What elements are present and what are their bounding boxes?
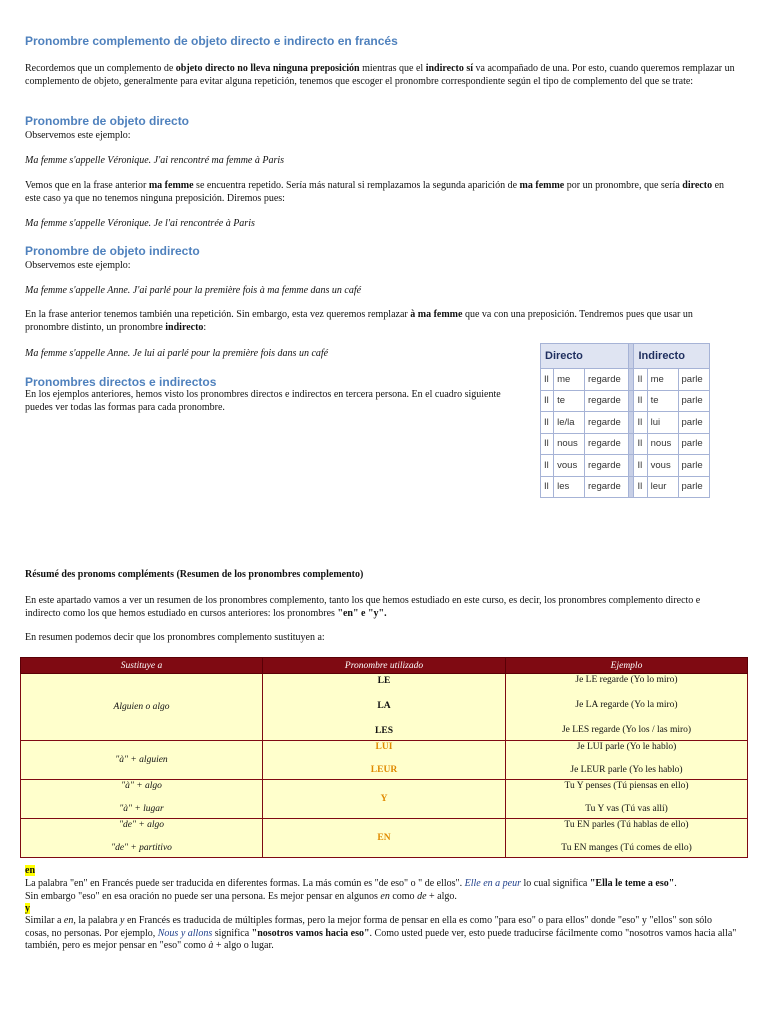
pronoun-forms-table [540,343,710,498]
directo-example: Ma femme s'appelle Véronique. J'ai rencontré ma femme à Paris [25,155,285,166]
en-paragraph: La palabra "en" en Francés puede ser traducida en diferentes formas. La más común es "de eso" o " de ellos". Elle en a peur lo cual significa "Ella le teme a eso". Sin embargo "eso" en esa oración no puede ser una persona. Es mejor pensar en algunos en como de + algo. [25,878,677,902]
intro-paragraph: Recordemos que un complemento de objeto directo no lleva ninguna preposición mientras que el indirecto sí va acompañado de una. Por esto, cuando queremos remplazar un complemento de objeto, generalmente para evitar alguna repetición, tenemos que escoger el pronombre correspondiente según el tipo de complemento del que se trate: [25,63,735,87]
table-row: Il nous regarde Il nous parle [541,433,710,455]
cell-ejemplo: Tu Y penses (Tú piensas en ello) Tu Y vas (Tú vas allí) [506,780,748,819]
heading-directo: Pronombre de objeto directo [25,114,190,128]
cell-pronombre: LUI LEUR [263,741,506,780]
col-header-pronombre: Pronombre utilizado [263,658,506,674]
table-row [21,741,748,780]
table-row: Il les regarde Il leur parle [541,476,710,498]
directo-result: Ma femme s'appelle Véronique. Je l'ai rencontrée à Paris [25,218,255,229]
indirecto-observe: Observemos este ejemplo: [25,260,131,271]
directos-indirectos-text: En los ejemplos anteriores, hemos visto los pronombres directos e indirectos en tercera persona. En el cuadro siguiente puedes ver todas las formas para cada pronombre. [25,389,501,413]
cell-sustituye: "à" + algo "à" + lugar [21,780,263,819]
cell-sustituye: "à" + alguien [21,741,263,780]
cell-sustituye: "de" + algo "de" + partitivo [21,819,263,858]
y-label: y [25,903,30,914]
table-row [21,819,748,858]
resume-heading: Résumé des pronoms compléments (Resumen de los pronombres complemento) [25,569,364,580]
indirecto-result: Ma femme s'appelle Anne. Je lui ai parlé pour la première fois dans un café [25,348,329,359]
table-row: Il vous regarde Il vous parle [541,455,710,477]
page-title: Pronombre complemento de objeto directo e indirecto en francés [25,34,398,48]
col-header-sustituye: Sustituye a [21,658,263,674]
resume-paragraph: En este apartado vamos a ver un resumen de los pronombres complemento, tanto los que hemos estudiado en este curso, es decir, los pronombres complemento directo e indirecto como los que hemos estudiado en cursos anteriores: los pronombres "en" e "y". [25,595,701,619]
resume-summary: En resumen podemos decir que los pronombres complemento sustituyen a: [25,632,325,643]
col-header-ejemplo: Ejemplo [506,658,748,674]
summary-table [20,657,748,858]
table-header-indirecto: Indirecto [634,344,710,369]
indirecto-example: Ma femme s'appelle Anne. J'ai parlé pour la première fois à ma femme dans un café [25,285,362,296]
y-paragraph: Similar a en, la palabra y en Francés es traducida de múltiples formas, pero la mejor forma de pensar en ella es como "para eso" o para ellos" donde "eso" y "ellos" son sólo cosas, no personas. Por ejemplo, Nous y allons significa "nosotros vamos hacia eso". Como usted puede ver, esto puede traducirse fácilmente como "nosotros vamos hacia alla" también, pero es mejor pensar en "eso" como à + algo o lugar. [25,915,737,951]
cell-pronombre: Y [263,780,506,819]
heading-directos-indirectos: Pronombres directos e indirectos [25,375,217,389]
directo-observe: Observemos este ejemplo: [25,130,131,141]
table-row: Il te regarde Il te parle [541,390,710,412]
cell-ejemplo: Je LUI parle (Yo le hablo) Je LEUR parle (Yo les hablo) [506,741,748,780]
heading-indirecto: Pronombre de objeto indirecto [25,244,200,258]
en-label: en [25,865,35,876]
table-row: Il le/la regarde Il lui parle [541,412,710,434]
indirecto-explanation: En la frase anterior tenemos también una repetición. Sin embargo, esta vez queremos remplazar à ma femme que va con una preposición. Tendremos pues que usar un pronombre distinto, un pronombre indirecto: [25,309,693,333]
cell-sustituye: Alguien o algo [21,674,263,741]
table-row: Il me regarde Il me parle [541,369,710,391]
table-row [21,674,748,741]
table-row [21,780,748,819]
cell-pronombre: LE LA LES [263,674,506,741]
cell-ejemplo: Tu EN parles (Tú hablas de ello) Tu EN manges (Tú comes de ello) [506,819,748,858]
directo-explanation: Vemos que en la frase anterior ma femme se encuentra repetido. Sería más natural si remplazamos la segunda aparición de ma femme por un pronombre, que sería directo en este caso ya que no tenemos ninguna preposición. Diremos pues: [25,180,725,204]
cell-ejemplo: Je LE regarde (Yo lo miro) Je LA regarde (Yo la miro) Je LES regarde (Yo los / las miro) [506,674,748,741]
table-header-directo: Directo [541,344,629,369]
cell-pronombre: EN [263,819,506,858]
